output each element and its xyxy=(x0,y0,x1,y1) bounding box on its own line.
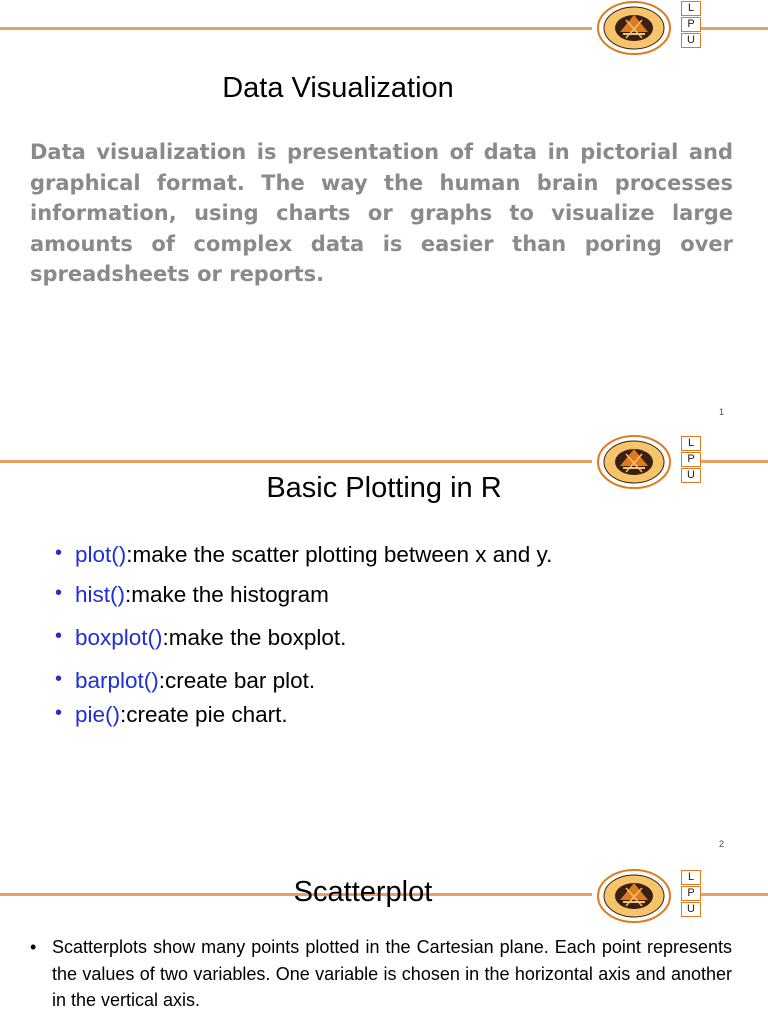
bullet-dot-icon: • xyxy=(55,625,63,647)
bullet-dot-icon: • xyxy=(55,582,63,604)
list-item xyxy=(55,668,552,702)
header-rule-right xyxy=(700,460,768,463)
slide-number: 2 xyxy=(718,839,724,849)
list-item xyxy=(55,702,552,736)
function-description: :make the histogram xyxy=(125,582,329,607)
function-name: plot() xyxy=(75,542,127,567)
lpu-letter-u: U xyxy=(681,902,701,917)
lpu-letter-p: P xyxy=(681,17,701,32)
slide-3 xyxy=(0,868,768,1024)
bullet-dot-icon: • xyxy=(55,668,63,690)
header-rule-right xyxy=(700,27,768,30)
slide-number: 1 xyxy=(718,407,724,417)
list-item xyxy=(55,582,552,625)
function-description: :make the boxplot. xyxy=(162,625,347,650)
function-description: :create bar plot. xyxy=(158,668,316,693)
list-item xyxy=(55,625,552,668)
university-seal-icon xyxy=(596,0,672,56)
function-description: :make the scatter plotting between x and y. xyxy=(126,542,553,567)
header-rule xyxy=(0,27,592,30)
function-name: barplot() xyxy=(75,668,159,693)
lpu-letter-l: L xyxy=(681,870,701,885)
lpu-letter-p: P xyxy=(681,452,701,467)
lpu-letter-l: L xyxy=(681,436,701,451)
lpu-letter-l: L xyxy=(681,1,701,16)
lpu-letters xyxy=(681,1,701,49)
slide-2 xyxy=(0,434,768,868)
bullet-dot-icon: • xyxy=(55,702,63,724)
slide-body: Data visualization is presentation of data in pictorial and graphical format. The way the human brain processes information, using charts or graphs to visualize large amounts of complex data is easier than poring over spreadsheets or reports. xyxy=(30,140,733,286)
function-name: hist() xyxy=(75,582,125,607)
list-item xyxy=(30,934,732,1014)
slide-title: Basic Plotting in R xyxy=(266,472,502,504)
function-description: :create pie chart. xyxy=(120,702,288,727)
lpu-letter-u: U xyxy=(681,33,701,48)
slide-1 xyxy=(0,0,768,434)
function-name: boxplot() xyxy=(75,625,163,650)
list-item xyxy=(55,542,552,582)
lpu-letter-u: U xyxy=(681,468,701,483)
slide-title: Scatterplot xyxy=(293,876,433,908)
function-name: pie() xyxy=(75,702,121,727)
bullet-dot-icon: • xyxy=(55,542,63,564)
header-rule xyxy=(0,460,592,463)
bullet-dot-icon: • xyxy=(30,937,37,957)
bullet-list xyxy=(55,542,552,736)
slide-title: Data Visualization xyxy=(222,72,454,104)
bullet-text: Scatterplots show many points plotted in the Cartesian plane. Each point represents the values of two variables. One variable is chosen in the horizontal axis and another in the vertical axis. xyxy=(52,937,732,1010)
lpu-letter-p: P xyxy=(681,886,701,901)
